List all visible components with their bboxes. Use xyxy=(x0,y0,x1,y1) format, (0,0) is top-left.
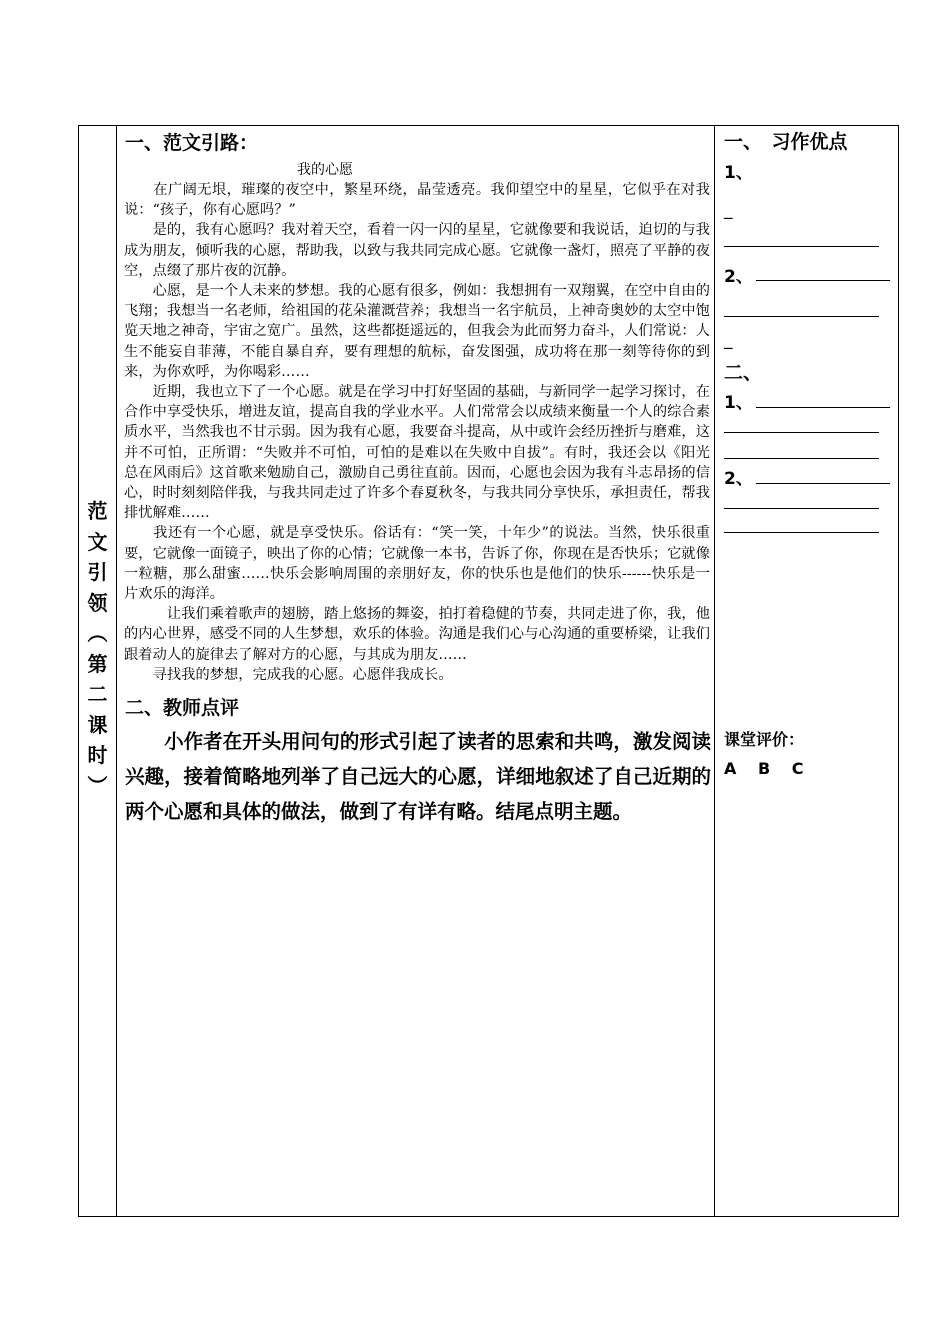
item-2-number: 2、 xyxy=(724,469,753,489)
section2-heading: 二、教师点评 xyxy=(125,697,240,720)
essay-paragraph: 是的，我有心愿吗？我对着天空，看着一闪一闪的星星，它就像要和我说话，迫切的与我成为朋友，倾听我的心愿，帮助我，以致与我共同完成心愿。它就像一盏灯，照亮了平静的夜空，点缀了那片夜的沉静。 xyxy=(124,222,710,279)
strength-item-1-number: 1、 xyxy=(724,163,753,183)
essay-paragraph: 寻找我的梦想，完成我的心愿。心愿伴我成长。 xyxy=(124,666,453,683)
answer-line xyxy=(756,407,890,408)
vertical-char: ︵ xyxy=(87,621,108,645)
vertical-title xyxy=(79,496,116,801)
vertical-char: 引 xyxy=(87,560,108,584)
answer-line xyxy=(724,316,879,317)
teacher-comment: 小作者在开头用问句的形式引起了读者的思索和共鸣，激发阅读兴趣，接着简略地列举了自己远大的心愿，详细地叙述了自己近期的两个心愿和具体的做法，做到了有详有略。结尾点明主题。 xyxy=(125,730,711,824)
vertical-char: 文 xyxy=(87,529,108,554)
blank-dash: _ xyxy=(724,200,733,220)
answer-line xyxy=(724,532,879,533)
evaluation-grades: A B C xyxy=(724,759,804,778)
answer-line xyxy=(756,483,890,484)
blank-dash: _ xyxy=(724,330,733,350)
vertical-char: 范 xyxy=(87,499,108,523)
vertical-char: 课 xyxy=(87,712,108,737)
vertical-char: 时 xyxy=(87,743,108,767)
answer-line xyxy=(724,458,879,459)
answer-line xyxy=(724,432,879,433)
vertical-char: 第 xyxy=(87,651,108,676)
answer-line xyxy=(724,246,879,247)
item-1-number: 1、 xyxy=(724,393,753,413)
left-column xyxy=(79,126,116,1216)
essay-paragraph: 近期，我也立下了一个心愿。就是在学习中打好坚固的基础，与新同学一起学习探讨，在合作中享受快乐，增进友谊，提高自我的学业水平。人们常常会以成绩来衡量一个人的综合素质水平，当然我也不甘示弱。因为我有心愿，我要奋斗提高，从中或许会经历挫折与磨难，这并不可怕，正所谓：“失败并不可怕，可怕的是难以在失败中自拔”。有时，我还会以《阳光总在风雨后》这首歌来勉励自己，激励自己勇往直前。因而，心愿也会因为我有斗志昂扬的信心，时时刻刻陪伴我，与我共同走过了许多个春夏秋冬，与我共同分享快乐，承担责任，帮我排忧解难…… xyxy=(124,384,710,522)
vertical-char: 领 xyxy=(87,590,108,615)
essay-paragraph: 我还有一个心愿，就是享受快乐。俗话有：“笑一笑，十年少”的说法。当然，快乐很重要，它就像一面镜子，映出了你的心情；它就像一本书，告诉了你，你现在是否快乐；它就像一粒糖，那么甜蜜……快乐会影响周围的亲朋好友，你的快乐也是他们的快乐------快乐是一片欢乐的海洋。 xyxy=(124,525,710,603)
lesson-table xyxy=(78,125,899,1217)
section1-heading: 一、范文引路： xyxy=(125,132,259,154)
essay-paragraph: 让我们乘着歌声的翅膀，踏上悠扬的舞姿，拍打着稳健的节奏，共同走进了你，我，他的内心世界，感受不同的人生梦想，欢乐的体验。沟通是我们心与心沟通的重要桥梁，让我们跟着动人的旋律去了解对方的心愿，与其成为朋友…… xyxy=(124,606,710,663)
strengths-heading: 一、 习作优点 xyxy=(724,131,848,153)
answer-line xyxy=(756,280,890,281)
answer-line xyxy=(724,508,879,509)
class-evaluation-label: 课堂评价： xyxy=(724,730,805,749)
strength-item-2-number: 2、 xyxy=(724,267,753,287)
essay-title: 我的心愿 xyxy=(297,162,353,178)
vertical-char: ︶ xyxy=(87,773,108,798)
essay-paragraph: 心愿，是一个人未来的梦想。我的心愿有很多，例如：我想拥有一双翔翼，在空中自由的飞翔；我想当一名老师，给祖国的花朵灌溉营养；我想当一名宇航员，上神奇奥妙的太空中饱览天地之神奇，宇宙之宽广。虽然，这些都挺遥远的，但我会为此而努力奋斗，人们常说：人生不能妄自菲薄，不能自暴自弃，要有理想的航标，奋发图强，成功将在那一刻等待你的到来，为你欢呼，为你喝彩…… xyxy=(124,283,710,380)
essay-body xyxy=(117,158,715,829)
essay-paragraph: 在广阔无垠，璀璨的夜空中，繁星环绕，晶莹透亮。我仰望空中的星星，它似乎在对我说：“孩子，你有心愿吗？” xyxy=(124,182,710,219)
section-two-heading: 二、 xyxy=(724,362,763,384)
vertical-char: 二 xyxy=(87,682,108,706)
